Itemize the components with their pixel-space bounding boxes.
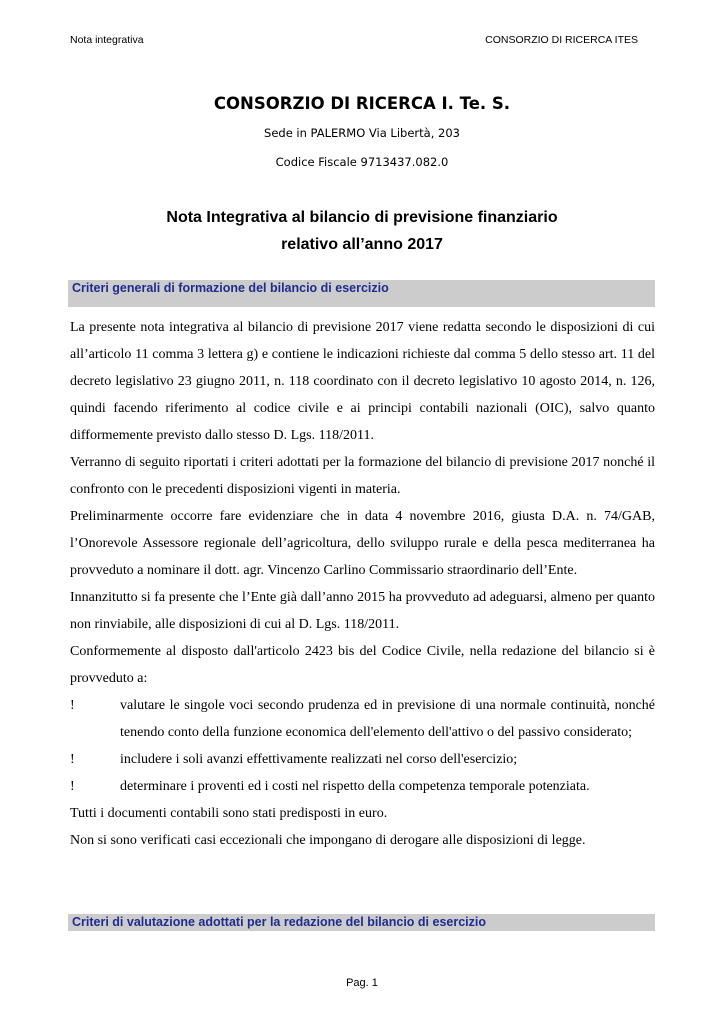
document-title-line2: relativo all’anno 2017 bbox=[281, 236, 443, 253]
bullet-text: valutare le singole voci secondo prudenza ed in previsione di una normale continuità, nonché tenendo conto della funzione economica dell'elemento dell'attivo o del passivo considerato; bbox=[120, 698, 655, 740]
section-heading-general-criteria: Criteri generali di formazione del bilancio di esercizio bbox=[68, 280, 655, 307]
paragraph: La presente nota integrativa al bilancio di previsione 2017 viene redatta secondo le disposizioni di cui all’articolo 11 comma 3 lettera g) e contiene le indicazioni richieste dal comma 5 dello stesso art. 11 del decreto legislativo 23 giugno 2011, n. 118 coordinato con il decreto legislativo 10 agosto 2014, n. 126, quindi facendo riferimento al codice civile e ai principi contabili nazionali (OIC), salvo quanto difformemente previsto dallo stesso D. Lgs. 118/2011. bbox=[70, 320, 655, 443]
running-header bbox=[70, 34, 638, 46]
header-right: CONSORZIO DI RICERCA ITES bbox=[485, 34, 638, 46]
bullet-mark: ! bbox=[70, 779, 75, 794]
paragraph: Innanzitutto si fa presente che l’Ente già dall’anno 2015 ha provveduto ad adeguarsi, almeno per quanto non rinviabile, alle disposizioni di cui al D. Lgs. 118/2011. bbox=[70, 590, 655, 632]
document-title-line1: Nota Integrativa al bilancio di previsione finanziario bbox=[166, 209, 558, 226]
paragraph: Verranno di seguito riportati i criteri adottati per la formazione del bilancio di previsione 2017 nonché il confronto con le precedenti disposizioni vigenti in materia. bbox=[70, 455, 655, 497]
organization-name: CONSORZIO DI RICERCA I. Te. S. bbox=[213, 94, 511, 113]
bullet-item bbox=[70, 692, 655, 746]
body-text bbox=[70, 314, 655, 854]
header-left: Nota integrativa bbox=[70, 34, 144, 46]
paragraph: Preliminarmente occorre fare evidenziare che in data 4 novembre 2016, giusta D.A. n. 74/GAB, l’Onorevole Assessore regionale dell’agricoltura, dello sviluppo rurale e della pesca mediterranea ha provveduto a nominare il dott. agr. Vincenzo Carlino Commissario straordinario dell’Ente. bbox=[70, 509, 655, 578]
section-heading-valuation-criteria: Criteri di valutazione adottati per la redazione del bilancio di esercizio bbox=[68, 914, 655, 931]
organization-tax-code: Codice Fiscale 9713437.082.0 bbox=[275, 155, 449, 169]
bullet-mark: ! bbox=[70, 752, 75, 767]
bullet-mark: ! bbox=[70, 698, 75, 713]
bullet-item bbox=[70, 773, 655, 800]
organization-seat: Sede in PALERMO Via Libertà, 203 bbox=[264, 126, 460, 140]
page-number: Pag. 1 bbox=[346, 977, 378, 989]
paragraph: Tutti i documenti contabili sono stati predisposti in euro. bbox=[70, 806, 388, 821]
paragraph: Non si sono verificati casi eccezionali che impongano di derogare alle disposizioni di legge. bbox=[70, 833, 586, 848]
paragraph: Conformemente al disposto dall'articolo 2423 bis del Codice Civile, nella redazione del bilancio si è provveduto a: bbox=[70, 644, 655, 686]
bullet-text: determinare i proventi ed i costi nel rispetto della competenza temporale potenziata. bbox=[120, 779, 590, 794]
document-title bbox=[0, 204, 724, 258]
bullet-item bbox=[70, 746, 655, 773]
bullet-text: includere i soli avanzi effettivamente realizzati nel corso dell'esercizio; bbox=[120, 752, 518, 767]
